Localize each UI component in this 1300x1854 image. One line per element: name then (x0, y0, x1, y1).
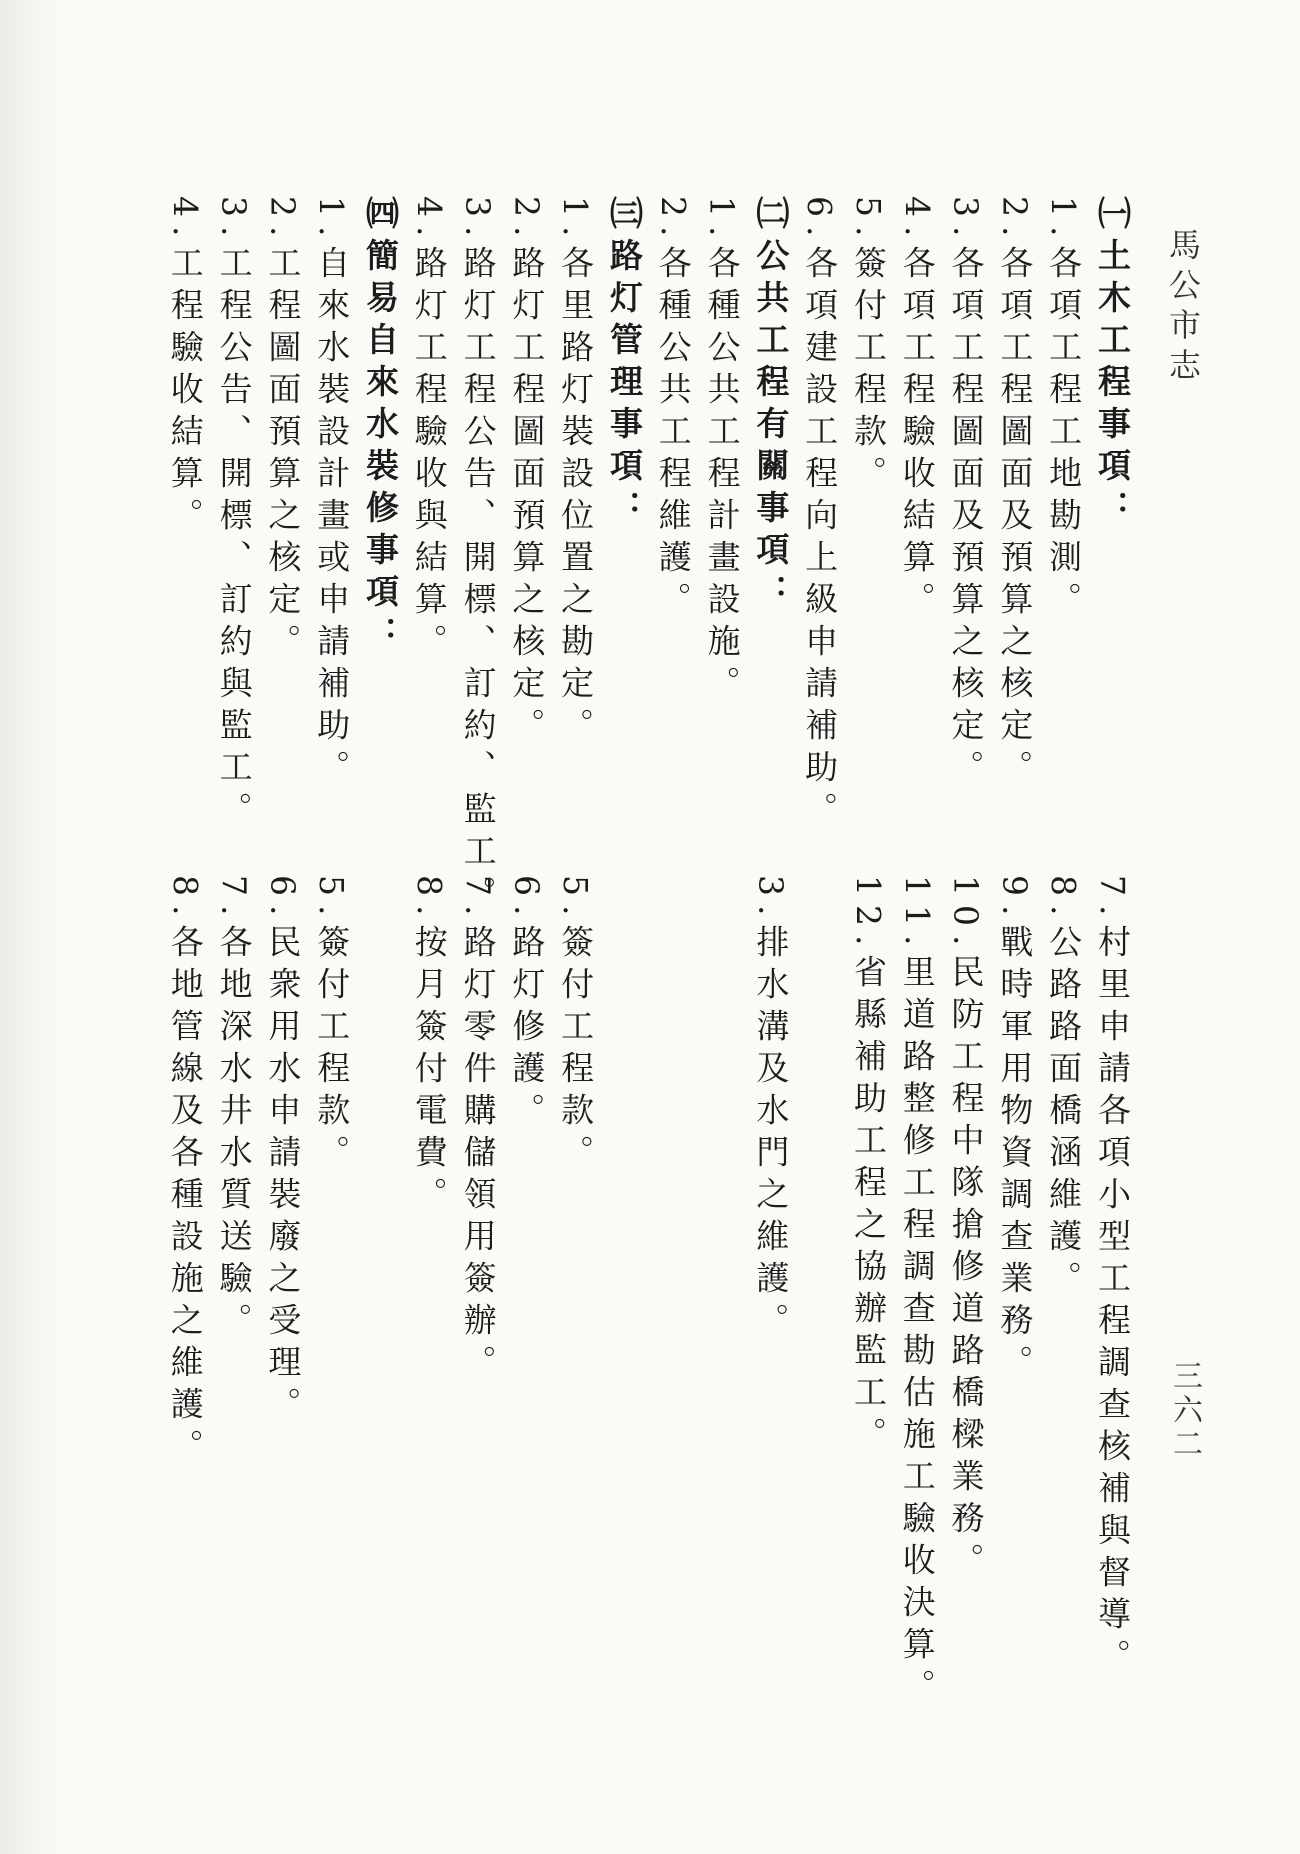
list-item: 6.路灯修護。 (507, 875, 547, 1135)
book-title: 馬公市志 (1164, 228, 1202, 388)
list-item: 2.各種公共工程維護。 (653, 196, 693, 624)
section-heading: ㈠土木工程事項： (1092, 196, 1132, 532)
list-item: 3.各項工程圖面及預算之核定。 (946, 196, 986, 792)
list-item: 6.各項建設工程向上級申請補助。 (800, 196, 840, 834)
list-item: 1.各里路灯裝設位置之勘定。 (556, 196, 596, 750)
list-item: 8.公路路面橋涵維護。 (1044, 875, 1084, 1303)
list-item (355, 875, 404, 1555)
list-item: 2.工程圖面預算之核定。 (263, 196, 303, 666)
list-item: 7.各地深水井水質送驗。 (214, 875, 254, 1345)
list-item: 3.路灯工程公告、開標、訂約、監工。 (458, 196, 498, 918)
list-item: 4.路灯工程驗收與結算。 (409, 196, 449, 666)
list-item: 2.路灯工程圖面預算之核定。 (507, 196, 547, 750)
list-item: 5.簽付工程款。 (556, 875, 596, 1177)
list-item: 11.里道路整修工程調查勘估施工驗收決算。 (897, 875, 937, 1711)
list-item: 9.戰時軍用物資調查業務。 (995, 875, 1035, 1387)
list-item (648, 875, 697, 1555)
list-item: 8.各地管線及各種設施之維護。 (165, 875, 205, 1471)
list-item: 1.自來水裝設計畫或申請補助。 (312, 196, 352, 792)
list-item: 8.按月簽付電費。 (409, 875, 449, 1219)
list-item: 5.簽付工程款。 (312, 875, 352, 1177)
lower-text-block (160, 875, 1136, 1711)
section-heading: ㈡公共工程有關事項： (751, 196, 791, 616)
list-item: 12.省縣補助工程之協辦監工。 (848, 875, 888, 1459)
list-item (599, 875, 648, 1555)
list-item: 1.各種公共工程計畫設施。 (702, 196, 742, 708)
list-item: 5.簽付工程款。 (848, 196, 888, 498)
list-item: 10.民防工程中隊搶修道路橋樑業務。 (946, 875, 986, 1585)
list-item: 7.村里申請各項小型工程調查核補與督導。 (1092, 875, 1132, 1681)
list-item: 1.各項工程工地勘測。 (1044, 196, 1084, 624)
list-item: 2.各項工程圖面及預算之核定。 (995, 196, 1035, 792)
upper-text-block (160, 196, 1136, 918)
list-item: 6.民衆用水申請裝廢之受理。 (263, 875, 303, 1429)
list-item: 3.排水溝及水門之維護。 (751, 875, 791, 1345)
list-item: 4.工程驗收結算。 (165, 196, 205, 540)
page-number: 三六二 (1167, 1360, 1202, 1462)
list-item (697, 875, 746, 1555)
list-item: 7.路灯零件購儲領用簽辦。 (458, 875, 498, 1387)
section-heading: ㈢路灯管理事項： (604, 196, 644, 532)
page-gutter (0, 0, 60, 1854)
list-item: 4.各項工程驗收結算。 (897, 196, 937, 624)
list-item (794, 875, 843, 1555)
list-item: 3.工程公告、開標、訂約與監工。 (214, 196, 254, 834)
section-heading: ㈣簡易自來水裝修事項： (360, 196, 400, 658)
